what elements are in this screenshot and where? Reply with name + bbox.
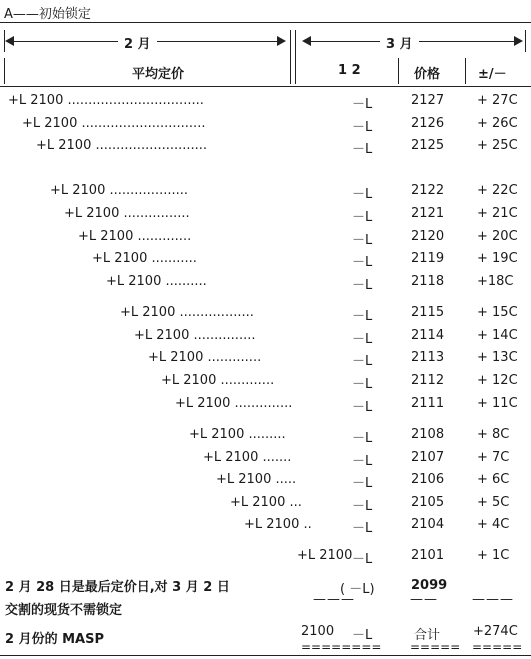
- ml-cell: －L: [352, 332, 373, 347]
- table-title: A——初始锁定: [4, 7, 91, 22]
- table-row: [0, 495, 531, 515]
- col-avg-header: 平均定价: [132, 67, 185, 82]
- avg-cell: +L 2100 .............: [161, 373, 275, 388]
- top-rule: [0, 22, 531, 23]
- avg-cell: +L 2100 .........: [189, 427, 286, 442]
- avg-cell: +L 2100 ...............: [134, 328, 256, 343]
- price-cell: 2120: [411, 229, 445, 244]
- price-cell: 2112: [411, 373, 445, 388]
- pm-cell: + 7C: [477, 450, 510, 465]
- ml-cell: －L: [352, 278, 373, 293]
- ml-cell: －L: [352, 255, 373, 270]
- avg-cell: +L 2100 ..: [244, 517, 312, 532]
- feb-label: 2 月: [118, 33, 157, 52]
- header-rule: [0, 86, 531, 87]
- col-12-header: 1 2: [338, 63, 361, 78]
- avg-cell: +L 2100 .....: [216, 472, 297, 487]
- avg-cell: +L 2100 .................................: [8, 93, 204, 108]
- ml-cell: －L: [352, 400, 373, 415]
- price-cell: 2119: [411, 251, 445, 266]
- price-cell: 2101: [411, 548, 445, 563]
- pm-cell: + 11C: [477, 396, 518, 411]
- table-row: [0, 350, 531, 370]
- pm-cell: + 20C: [477, 229, 518, 244]
- table-row: [0, 517, 531, 537]
- table-row: [0, 328, 531, 348]
- ml-cell: －L: [352, 552, 373, 567]
- avg-cell: +L 2100 .............: [78, 229, 192, 244]
- pm-cell: + 8C: [477, 427, 510, 442]
- price-cell: 2108: [411, 427, 445, 442]
- avg-cell: +L 2100 ..............................: [22, 116, 206, 131]
- ml-cell: －L: [352, 142, 373, 157]
- mar-label: 3 月: [380, 33, 419, 52]
- price-cell: 2115: [411, 305, 445, 320]
- feb-arrow-right-icon: [277, 36, 286, 46]
- avg-cell: +L 2100 ..................: [120, 305, 254, 320]
- table-row: [0, 305, 531, 325]
- ml-cell: －L: [352, 210, 373, 225]
- pm-cell: + 4C: [477, 517, 510, 532]
- price-cell: 2113: [411, 350, 445, 365]
- ml-cell: －L: [352, 120, 373, 135]
- price-cell: 2111: [411, 396, 445, 411]
- avg-cell: +L 2100 .......: [203, 450, 292, 465]
- avg-cell: +L 2100: [297, 548, 353, 563]
- footer-note-line2: 交割的现货不需锁定: [5, 603, 123, 618]
- pm-cell: + 27C: [477, 93, 518, 108]
- ml-cell: －L: [352, 431, 373, 446]
- avg-cell: +L 2100 .............: [148, 350, 262, 365]
- mar-arrow-right-icon: [514, 36, 523, 46]
- ml-cell: －L: [352, 309, 373, 324]
- separator-left: [290, 30, 291, 84]
- masp-price: 合计: [414, 628, 441, 643]
- masp-avg: 2100: [301, 624, 335, 639]
- price-cell: 2104: [411, 517, 445, 532]
- price-cell: 2118: [411, 274, 445, 289]
- table-row: [0, 251, 531, 271]
- price-cell: 2107: [411, 450, 445, 465]
- pm-cell: + 15C: [477, 305, 518, 320]
- price-cell: 2122: [411, 183, 445, 198]
- footer-dash-pm: ———: [472, 592, 514, 607]
- avg-cell: +L 2100 ..........: [106, 274, 207, 289]
- pm-cell: + 6C: [477, 472, 510, 487]
- table-row: [0, 472, 531, 492]
- bottom-rule: [0, 655, 531, 656]
- table-row: [0, 548, 531, 568]
- price-cell: 2126: [411, 116, 445, 131]
- pm-cell: + 22C: [477, 183, 518, 198]
- pm-cell: + 14C: [477, 328, 518, 343]
- pm-cell: + 21C: [477, 206, 518, 221]
- avg-cell: +L 2100 ...........: [92, 251, 197, 266]
- table-row: [0, 116, 531, 136]
- ml-cell: －L: [352, 521, 373, 536]
- table-row: [0, 396, 531, 416]
- pm-cell: + 5C: [477, 495, 510, 510]
- ml-cell: －L: [352, 476, 373, 491]
- price-cell: 2114: [411, 328, 445, 343]
- masp-eq-pm: =====: [472, 640, 523, 654]
- table-row: [0, 450, 531, 470]
- ml-cell: －L: [352, 97, 373, 112]
- footer-dash-ml: ———: [313, 592, 355, 607]
- footer-note-price: 2099: [411, 578, 448, 593]
- table-row: [0, 274, 531, 294]
- ml-cell: －L: [352, 499, 373, 514]
- table-row: [0, 93, 531, 113]
- avg-cell: +L 2100 ................: [64, 206, 190, 221]
- avg-cell: +L 2100 ...........................: [36, 138, 208, 153]
- ml-cell: －L: [352, 377, 373, 392]
- separator-right: [295, 30, 296, 84]
- ml-cell: －L: [352, 233, 373, 248]
- price-cell: 2105: [411, 495, 445, 510]
- pm-cell: + 19C: [477, 251, 518, 266]
- header-left-edge: [4, 58, 5, 84]
- pm-cell: + 1C: [477, 548, 510, 563]
- footer-note-ml: ( －L): [340, 582, 375, 597]
- masp-eq-avg: ========: [301, 640, 382, 654]
- header-div-2: [465, 58, 466, 84]
- footer-note-line1: 2 月 28 日是最后定价日,对 3 月 2 日: [5, 580, 230, 595]
- footer-dash-price: ——: [410, 592, 438, 607]
- col-price-header: 价格: [414, 67, 441, 82]
- col-pm-header: ±/－: [478, 67, 507, 82]
- avg-cell: +L 2100 ..............: [175, 396, 293, 411]
- table-row: [0, 427, 531, 447]
- masp-eq-price: =====: [410, 640, 461, 654]
- masp-pm: +274C: [473, 624, 518, 639]
- ml-cell: －L: [352, 454, 373, 469]
- price-cell: 2106: [411, 472, 445, 487]
- table-row: [0, 138, 531, 158]
- ml-cell: －L: [352, 354, 373, 369]
- header-div-1: [398, 58, 399, 84]
- ml-cell: －L: [352, 187, 373, 202]
- pm-cell: +18C: [477, 274, 514, 289]
- pm-cell: + 26C: [477, 116, 518, 131]
- pm-cell: + 25C: [477, 138, 518, 153]
- masp-ml: －L: [352, 628, 373, 643]
- price-cell: 2127: [411, 93, 445, 108]
- table-row: [0, 206, 531, 226]
- avg-cell: +L 2100 ...: [230, 495, 302, 510]
- table-row: [0, 229, 531, 249]
- table-row: [0, 183, 531, 203]
- price-cell: 2125: [411, 138, 445, 153]
- mar-right-tick: [525, 30, 526, 52]
- price-cell: 2121: [411, 206, 445, 221]
- masp-label: 2 月份的 MASP: [5, 632, 104, 647]
- pm-cell: + 13C: [477, 350, 518, 365]
- table-row: [0, 373, 531, 393]
- pm-cell: + 12C: [477, 373, 518, 388]
- avg-cell: +L 2100 ...................: [50, 183, 188, 198]
